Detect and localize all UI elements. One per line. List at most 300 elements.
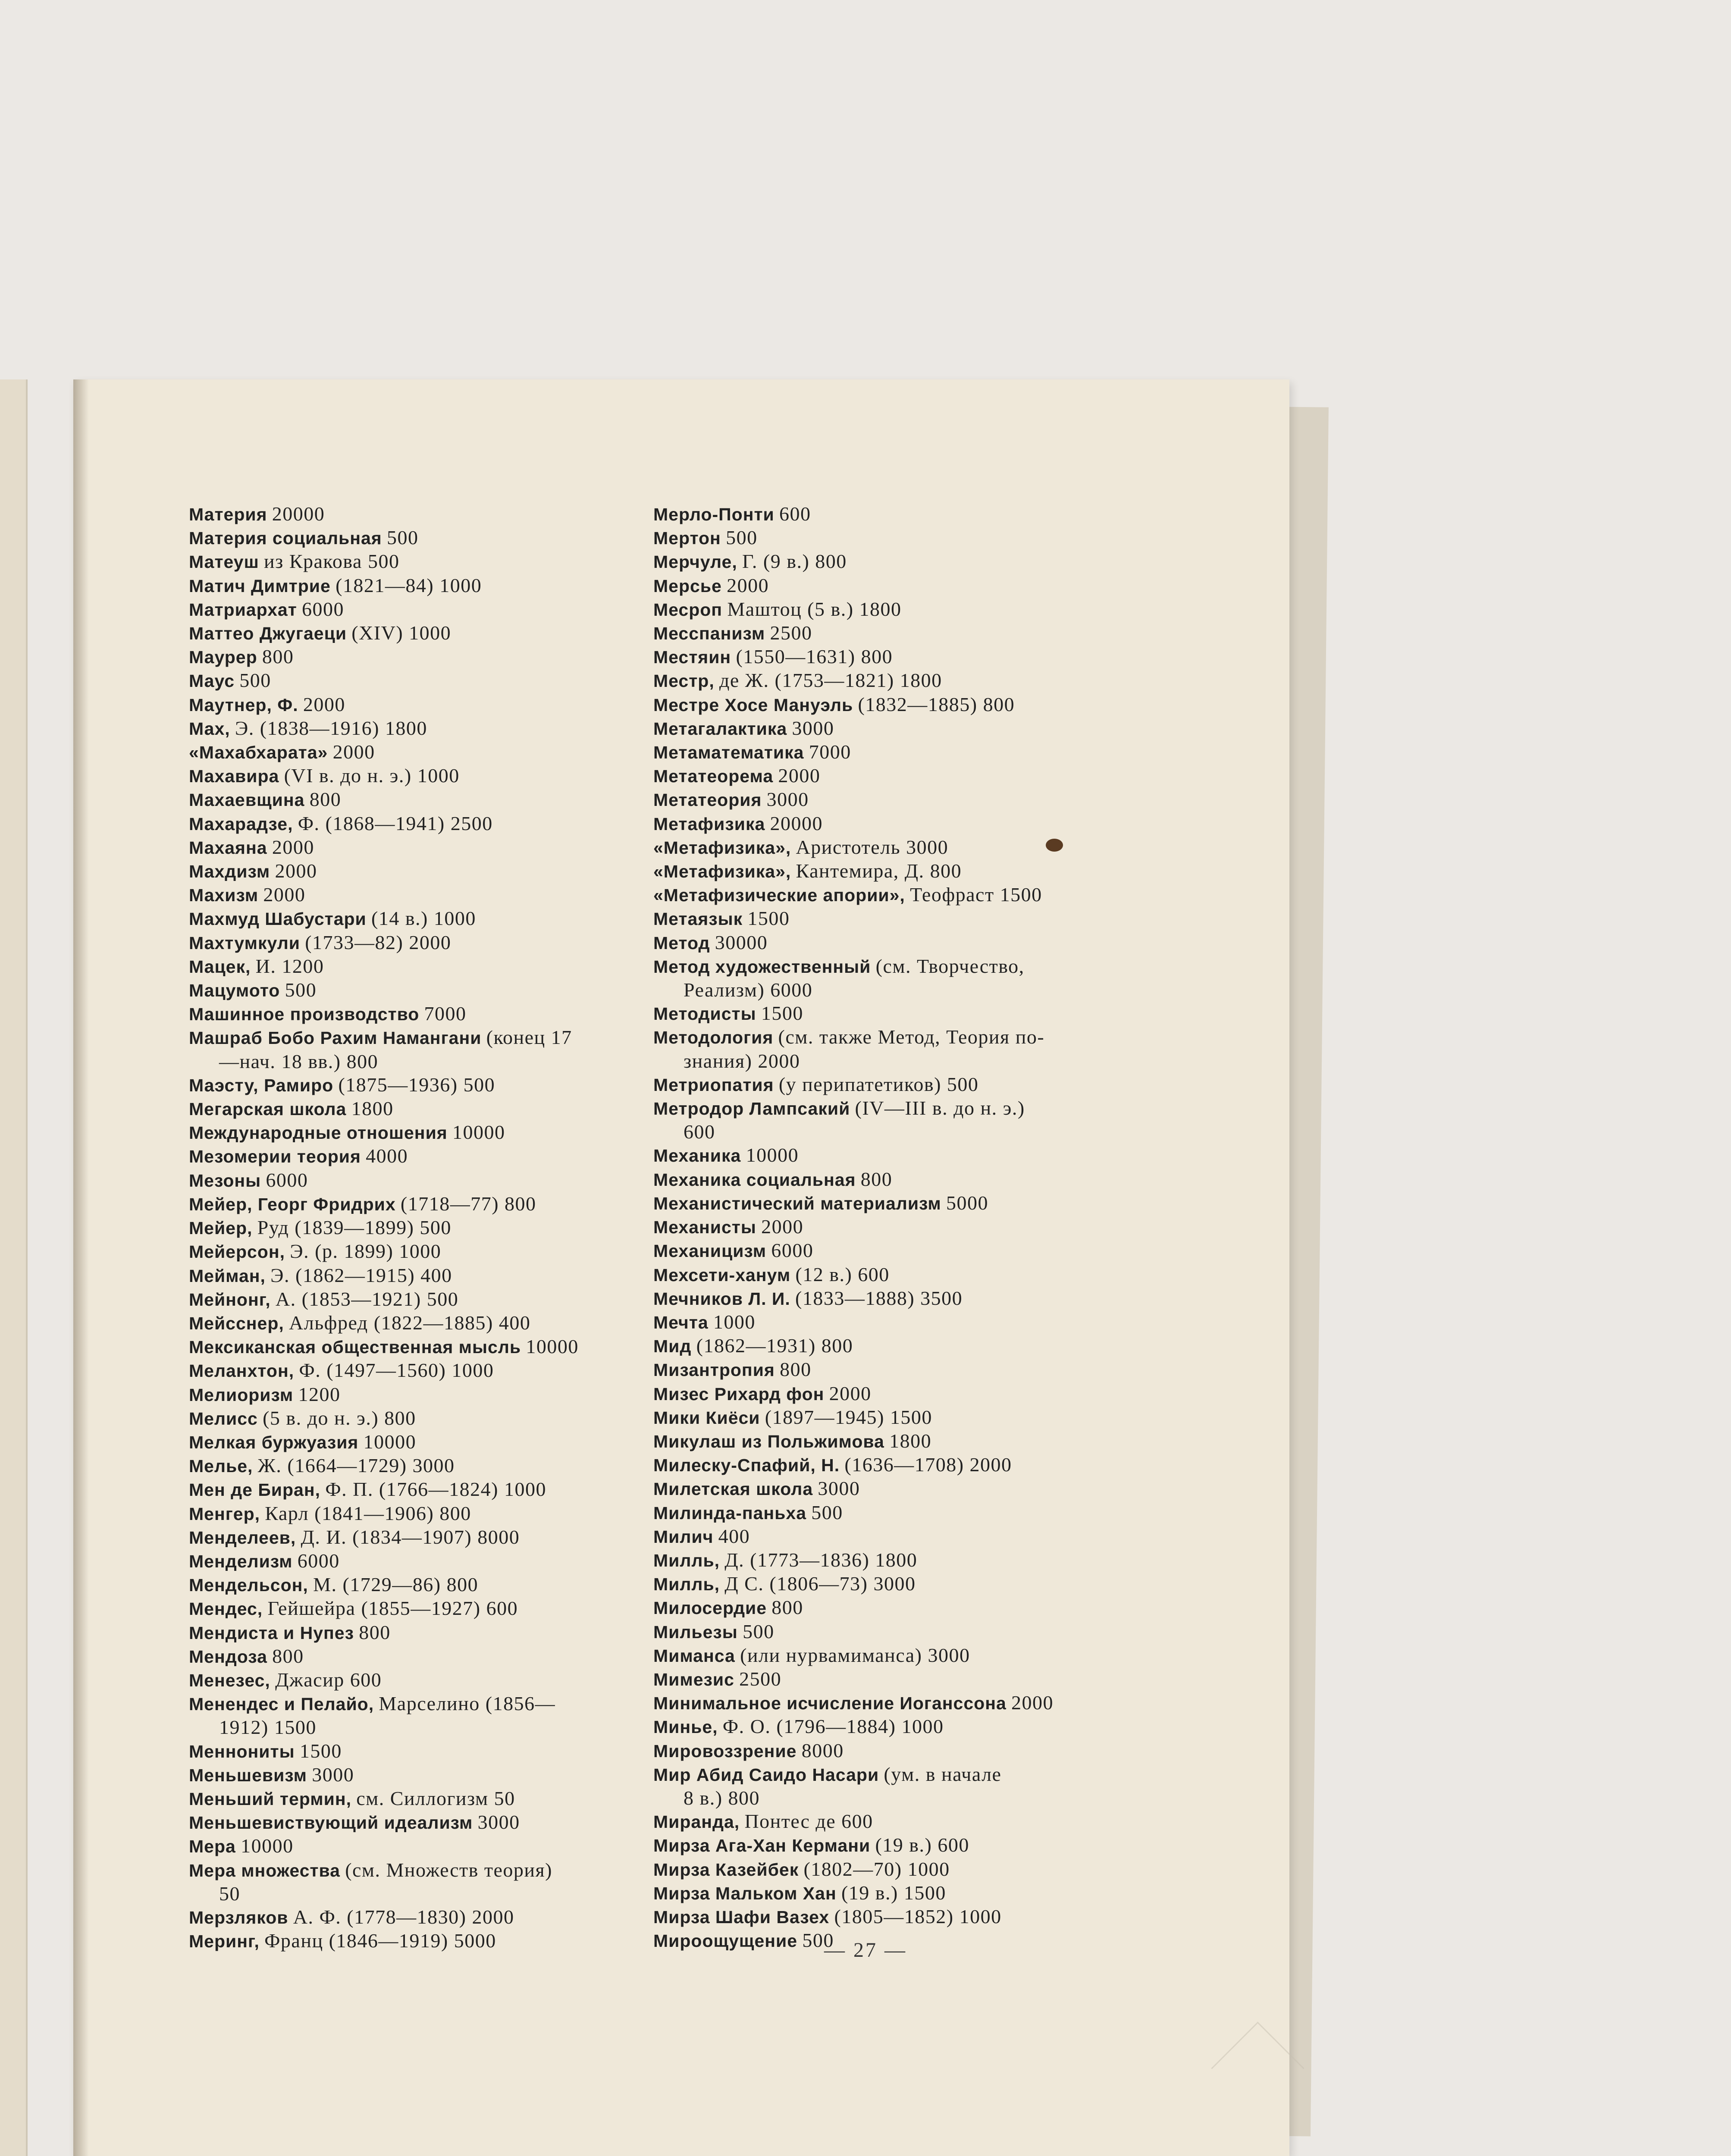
index-entry	[653, 1429, 1110, 1453]
index-entry	[189, 1264, 633, 1288]
index-entry	[653, 1858, 1110, 1881]
entry-detail: А. (1853—1921) 500	[275, 1288, 459, 1310]
entry-detail: (см. Творчество,	[875, 955, 1025, 977]
entry-term: Метатеория	[653, 790, 762, 810]
index-entry	[189, 1002, 633, 1026]
entry-detail: 2000	[332, 741, 375, 763]
entry-term: Матеуш	[189, 552, 259, 572]
entry-term: Мимезис	[653, 1669, 734, 1689]
entry-term: Меньшевизм	[189, 1765, 307, 1785]
entry-detail: 6000	[266, 1169, 308, 1191]
entry-detail: 3000	[312, 1763, 354, 1786]
entry-detail: 800	[309, 788, 342, 811]
entry-term: Мексиканская общественная мысль	[189, 1337, 521, 1357]
index-entry	[653, 1739, 1110, 1763]
index-entry	[189, 764, 633, 788]
entry-term: Мендоза	[189, 1646, 267, 1667]
entry-detail: (ум. в начале	[884, 1763, 1002, 1785]
index-entry	[189, 788, 633, 812]
entry-detail: 6000	[297, 1549, 340, 1572]
entry-term: Мирза Шафи Вазех	[653, 1907, 830, 1927]
entry-detail: 500	[811, 1501, 843, 1523]
entry-term: Мехсети-ханум	[653, 1265, 791, 1285]
entry-term: Местр,	[653, 671, 715, 691]
entry-detail: Кантемира, Д. 800	[796, 860, 962, 882]
entry-detail: Франц (1846—1919) 5000	[264, 1930, 496, 1952]
right-index-column	[653, 502, 1110, 1952]
entry-term: Мейерсон,	[189, 1242, 285, 1262]
index-entry	[189, 574, 633, 598]
index-entry	[189, 1407, 633, 1430]
entry-term: Механика социальная	[653, 1169, 856, 1190]
entry-detail: Э. (1862—1915) 400	[270, 1264, 452, 1286]
entry-term: Мелкая буржуазия	[189, 1432, 359, 1452]
index-entry	[189, 1573, 633, 1597]
entry-term: Мендиста и Нупез	[189, 1623, 354, 1643]
index-entry	[653, 859, 1110, 883]
index-entry	[189, 1763, 633, 1787]
entry-detail: 3000	[477, 1811, 520, 1833]
entry-detail: Маштоц (5 в.) 1800	[727, 598, 902, 620]
index-entry	[653, 931, 1110, 955]
entry-term: Меланхтон,	[189, 1361, 295, 1381]
index-entry	[653, 1239, 1110, 1263]
left-page-edge	[0, 379, 28, 2156]
entry-detail: (см. также Метод, Теория по-	[778, 1026, 1045, 1048]
index-entry	[189, 1144, 633, 1168]
index-entry	[653, 907, 1110, 931]
entry-detail: 10000	[746, 1144, 799, 1166]
entry-term: «Махабхарата»	[189, 743, 328, 763]
entry-term: Мизес Рихард фон	[653, 1384, 825, 1404]
entry-detail: (1550—1631) 800	[736, 646, 893, 668]
index-entry	[189, 1549, 633, 1573]
entry-detail: (1897—1945) 1500	[765, 1406, 932, 1428]
index-entry	[653, 1382, 1110, 1406]
index-entry	[653, 812, 1110, 836]
entry-term: Мильезы	[653, 1622, 738, 1642]
index-entry	[189, 1834, 633, 1858]
entry-term: Менендес и Пелайо,	[189, 1694, 374, 1714]
index-entry	[189, 1621, 633, 1645]
entry-term: Мейнонг,	[189, 1289, 271, 1310]
entry-term: Местяин	[653, 647, 731, 667]
entry-detail: 400	[718, 1525, 750, 1547]
entry-term: Методисты	[653, 1004, 756, 1024]
entry-detail: 3000	[766, 788, 809, 811]
index-entry	[653, 836, 1110, 859]
entry-detail: 500	[239, 669, 271, 692]
index-entry	[653, 1263, 1110, 1287]
entry-detail: 2000	[272, 836, 314, 858]
entry-continuation: 50	[219, 1882, 240, 1905]
entry-term: Методология	[653, 1028, 774, 1048]
index-entry	[189, 907, 633, 931]
entry-term: Мегарская школа	[189, 1099, 347, 1119]
entry-detail: Гейшейра (1855—1927) 600	[267, 1597, 518, 1620]
entry-term: Махаевщина	[189, 790, 305, 810]
entry-term: Милосердие	[653, 1598, 767, 1618]
left-index-column	[189, 502, 633, 1953]
entry-term: Маус	[189, 671, 235, 691]
entry-term: Меньшевиствующий идеализм	[189, 1813, 473, 1833]
index-entry	[653, 526, 1110, 550]
entry-detail: из Кракова 500	[264, 550, 400, 573]
entry-detail: (см. Множеств теория)	[345, 1858, 552, 1881]
index-entry	[189, 836, 633, 859]
entry-detail: Ф. П. (1766—1824) 1000	[325, 1478, 546, 1501]
entry-detail: 10000	[363, 1430, 417, 1453]
entry-detail: (5 в. до н. э.) 800	[263, 1407, 416, 1429]
entry-detail: Джасир 600	[275, 1668, 382, 1691]
entry-detail: (1718—77) 800	[400, 1192, 536, 1215]
entry-detail: 3000	[792, 717, 834, 739]
entry-term: «Метафизические апории»,	[653, 885, 905, 906]
entry-detail: 20000	[272, 503, 325, 525]
index-entry	[653, 1620, 1110, 1644]
entry-term: Маутнер, Ф.	[189, 695, 298, 715]
index-entry	[653, 1358, 1110, 1382]
entry-detail: 2000	[263, 884, 306, 906]
entry-term: Машинное производство	[189, 1004, 420, 1025]
index-entry	[653, 1002, 1110, 1025]
entry-detail: 2000	[727, 574, 769, 596]
index-entry	[653, 717, 1110, 740]
index-entry	[653, 1525, 1110, 1548]
entry-detail: Аристотель 3000	[796, 836, 949, 858]
entry-detail: 1800	[889, 1429, 932, 1452]
entry-term: Метриопатия	[653, 1075, 774, 1095]
entry-term: Месроп	[653, 599, 723, 620]
index-entry	[189, 1311, 633, 1335]
page-number: — 27 —	[824, 1939, 907, 1962]
entry-detail: 800	[262, 646, 294, 668]
entry-term: Механисты	[653, 1217, 756, 1238]
entry-term: Метагалактика	[653, 718, 787, 739]
entry-term: Мирза Мальком Хан	[653, 1883, 837, 1903]
entry-continuation: знания) 2000	[684, 1050, 800, 1072]
index-entry	[189, 1526, 633, 1549]
entry-detail: 800	[771, 1596, 803, 1619]
entry-term: Махаяна	[189, 837, 267, 858]
entry-detail: 20000	[770, 812, 823, 834]
entry-term: Метод	[653, 933, 710, 953]
entry-term: Мен де Биран,	[189, 1480, 321, 1500]
entry-detail: 30000	[715, 931, 768, 953]
index-entry	[189, 978, 633, 1002]
index-entry	[189, 1121, 633, 1144]
entry-term: Меринг,	[189, 1931, 260, 1952]
index-entry	[653, 693, 1110, 717]
entry-detail: (12 в.) 600	[795, 1263, 890, 1285]
entry-term: Метафизика	[653, 814, 765, 834]
entry-detail: 4000	[366, 1145, 408, 1167]
entry-detail: 2000	[778, 765, 821, 787]
index-entry	[653, 1334, 1110, 1358]
entry-detail: 3000	[818, 1477, 860, 1500]
entry-term: Милль,	[653, 1574, 720, 1595]
index-entry	[653, 502, 1110, 526]
entry-detail: Ф. (1868—1941) 2500	[298, 812, 493, 834]
index-entry	[189, 1668, 633, 1692]
entry-continuation: —нач. 18 вв.) 800	[219, 1050, 379, 1072]
index-entry	[653, 1025, 1110, 1072]
entry-detail: Карл (1841—1906) 800	[265, 1502, 471, 1524]
entry-term: Мид	[653, 1336, 692, 1357]
entry-term: Махтумкули	[189, 933, 300, 953]
index-entry	[189, 740, 633, 764]
index-entry	[653, 1097, 1110, 1144]
index-entry	[653, 1572, 1110, 1596]
index-entry	[189, 598, 633, 621]
index-entry	[189, 1192, 633, 1216]
entry-detail: 1500	[299, 1739, 342, 1762]
entry-detail: А. Ф. (1778—1830) 2000	[293, 1905, 514, 1928]
entry-term: Мирза Ага-Хан Кермани	[653, 1836, 871, 1856]
entry-term: Мечников Л. И.	[653, 1288, 790, 1309]
entry-detail: 800	[359, 1621, 391, 1643]
index-entry	[189, 883, 633, 907]
index-entry	[653, 740, 1110, 764]
entry-term: Мейсснер,	[189, 1313, 284, 1333]
index-entry	[189, 1478, 633, 1501]
index-entry	[189, 550, 633, 573]
entry-detail: 2000	[829, 1382, 872, 1404]
entry-detail: 1500	[761, 1002, 803, 1025]
index-entry	[189, 1739, 633, 1763]
entry-term: Мейер, Георг Фридрих	[189, 1194, 396, 1214]
index-entry	[653, 1501, 1110, 1525]
entry-detail: (1832—1885) 800	[858, 693, 1015, 715]
index-entry	[189, 669, 633, 693]
page-gutter	[73, 379, 89, 2156]
entry-term: Мертон	[653, 528, 721, 548]
entry-detail: (14 в.) 1000	[371, 907, 476, 930]
entry-detail: 1800	[351, 1097, 394, 1120]
entry-continuation: Реализм) 6000	[684, 979, 813, 1001]
index-entry	[653, 621, 1110, 645]
entry-term: Мах,	[189, 718, 230, 739]
entry-term: Меннониты	[189, 1741, 295, 1761]
index-entry	[653, 1073, 1110, 1097]
entry-term: Метатеорема	[653, 766, 774, 787]
index-entry	[653, 645, 1110, 669]
entry-detail: (1805—1852) 1000	[834, 1905, 1002, 1927]
index-entry	[189, 717, 633, 740]
entry-detail: 800	[272, 1645, 304, 1667]
index-entry	[653, 764, 1110, 788]
entry-detail: 800	[780, 1358, 812, 1381]
entry-term: Мерчуле,	[653, 552, 737, 572]
entry-term: Механика	[653, 1146, 741, 1166]
entry-term: «Метафизика»,	[653, 837, 791, 858]
entry-detail: 2000	[303, 693, 345, 715]
entry-term: Метродор Лампсакий	[653, 1099, 850, 1119]
entry-detail: (или нурвамиманса) 3000	[740, 1644, 970, 1666]
entry-detail: Руд (1839—1899) 500	[257, 1216, 452, 1239]
entry-term: Мацек,	[189, 956, 251, 977]
index-entry	[189, 1430, 633, 1454]
index-entry	[653, 1715, 1110, 1739]
entry-continuation: 8 в.) 800	[684, 1786, 760, 1809]
entry-detail: (19 в.) 600	[875, 1834, 969, 1856]
entry-detail: (19 в.) 1500	[841, 1881, 946, 1904]
entry-detail: 500	[802, 1929, 834, 1952]
ink-smudge	[1046, 839, 1063, 852]
entry-term: Милич	[653, 1526, 714, 1547]
entry-detail: (1862—1931) 800	[696, 1335, 853, 1357]
entry-detail: 5000	[946, 1191, 988, 1214]
entry-detail: 1500	[747, 907, 790, 930]
entry-detail: 8000	[801, 1739, 844, 1761]
index-entry	[653, 1215, 1110, 1239]
entry-term: Махмуд Шабустари	[189, 909, 367, 929]
index-entry	[653, 1168, 1110, 1191]
index-entry	[189, 1216, 633, 1240]
entry-term: Мезомерии теория	[189, 1147, 361, 1167]
entry-detail: 7000	[424, 1003, 467, 1025]
entry-term: Месспанизм	[653, 624, 765, 644]
index-entry	[653, 883, 1110, 907]
entry-detail: Марселино (1856—	[379, 1692, 556, 1715]
index-entry	[189, 645, 633, 669]
index-entry	[653, 1406, 1110, 1429]
index-entry	[653, 1667, 1110, 1691]
index-entry	[189, 502, 633, 526]
entry-detail: (у перипатетиков) 500	[778, 1073, 979, 1095]
index-entry	[189, 1502, 633, 1526]
index-entry	[189, 1454, 633, 1478]
entry-detail: 1200	[298, 1383, 341, 1405]
entry-detail: Понтес де 600	[744, 1810, 873, 1833]
entry-detail: Ж. (1664—1729) 3000	[257, 1454, 455, 1477]
entry-term: Минимальное исчисление Иогансcона	[653, 1693, 1007, 1714]
entry-term: Мики Киёси	[653, 1407, 760, 1428]
entry-term: Мир Абид Саидо Насари	[653, 1764, 879, 1785]
entry-term: Метаязык	[653, 909, 743, 929]
entry-detail: см. Силлогизм 50	[356, 1787, 515, 1809]
entry-term: Местре Хосе Мануэль	[653, 695, 853, 715]
entry-detail: И. 1200	[255, 955, 324, 977]
entry-term: Мелье,	[189, 1456, 253, 1476]
entry-detail: 2000	[761, 1216, 804, 1238]
entry-term: Маэсту, Рамиро	[189, 1075, 334, 1095]
entry-term: Махизм	[189, 885, 259, 906]
entry-detail: Д. И. (1834—1907) 8000	[301, 1526, 520, 1548]
entry-term: Менделеев,	[189, 1527, 296, 1548]
entry-term: Механистический материализм	[653, 1193, 941, 1213]
entry-term: Метаматематика	[653, 743, 804, 763]
entry-detail: 500	[726, 526, 758, 549]
entry-term: Метод художественный	[653, 956, 871, 977]
index-entry	[653, 1144, 1110, 1167]
entry-term: Мейер,	[189, 1218, 253, 1238]
entry-term: Мендес,	[189, 1599, 263, 1619]
entry-term: Мироощущение	[653, 1931, 798, 1951]
entry-detail: Альфред (1822—1885) 400	[289, 1311, 531, 1334]
entry-term: Материя	[189, 505, 267, 524]
index-entry	[653, 788, 1110, 812]
index-entry	[189, 1383, 633, 1407]
index-entry	[189, 1335, 633, 1359]
entry-term: Мацумото	[189, 981, 280, 1001]
index-entry	[653, 955, 1110, 1002]
index-entry	[653, 550, 1110, 573]
index-entry	[189, 1787, 633, 1811]
entry-term: Милль,	[653, 1550, 720, 1570]
entry-detail: Ф. О. (1796—1884) 1000	[722, 1715, 944, 1738]
entry-term: Меньший термин,	[189, 1789, 351, 1809]
entry-term: Миманса	[653, 1645, 735, 1666]
index-entry	[189, 1240, 633, 1263]
entry-detail: 10000	[526, 1335, 579, 1358]
index-entry	[189, 621, 633, 645]
entry-term: Международные отношения	[189, 1123, 448, 1143]
entry-detail: (1833—1888) 3500	[795, 1287, 963, 1309]
entry-term: Мера	[189, 1836, 236, 1857]
entry-detail: 2500	[770, 622, 812, 644]
index-entry	[653, 1287, 1110, 1310]
index-entry	[653, 1453, 1110, 1477]
entry-detail: 7000	[809, 741, 851, 763]
index-entry	[189, 693, 633, 717]
entry-detail: 500	[386, 526, 419, 549]
entry-continuation: 1912) 1500	[219, 1716, 317, 1739]
index-entry	[189, 1097, 633, 1121]
index-entry	[189, 1858, 633, 1905]
index-entry	[653, 598, 1110, 621]
entry-term: Мера множества	[189, 1860, 340, 1880]
entry-term: Мерсье	[653, 576, 722, 596]
entry-term: Мировоззрение	[653, 1741, 797, 1761]
entry-term: Мерло-Понти	[653, 505, 775, 524]
index-entry	[653, 1905, 1110, 1929]
entry-term: Менезес,	[189, 1670, 270, 1690]
index-entry	[653, 669, 1110, 693]
entry-term: Мерзляков	[189, 1907, 288, 1927]
entry-term: Милинда-паньха	[653, 1503, 806, 1523]
entry-detail: (1636—1708) 2000	[844, 1454, 1012, 1476]
entry-detail: 600	[779, 503, 811, 525]
index-entry	[653, 1644, 1110, 1667]
entry-term: Махарадзе,	[189, 814, 293, 834]
entry-term: Мезоны	[189, 1170, 261, 1191]
index-entry	[189, 1359, 633, 1382]
entry-term: Материя социальная	[189, 528, 382, 548]
entry-detail: Теофраст 1500	[910, 884, 1042, 906]
entry-term: Миранда,	[653, 1812, 740, 1832]
index-entry	[653, 1833, 1110, 1857]
entry-term: Микулаш из Польжимова	[653, 1431, 884, 1451]
entry-term: Махдизм	[189, 862, 270, 882]
entry-term: Милеску-Спафий, Н.	[653, 1455, 840, 1476]
entry-term: Мелисс	[189, 1408, 258, 1429]
entry-detail: (1821—84) 1000	[336, 574, 482, 596]
entry-detail: 6000	[771, 1239, 814, 1262]
entry-term: Мейман,	[189, 1266, 266, 1286]
entry-term: Мелиоризм	[189, 1385, 294, 1405]
entry-term: Матриархат	[189, 599, 297, 620]
index-entry	[653, 1310, 1110, 1334]
entry-detail: 10000	[241, 1835, 294, 1857]
entry-term: Мизантропия	[653, 1360, 775, 1380]
entry-detail: (1733—82) 2000	[305, 931, 452, 953]
index-entry	[653, 1477, 1110, 1501]
entry-detail: (XIV) 1000	[351, 622, 452, 644]
index-entry	[189, 931, 633, 955]
index-entry	[653, 1691, 1110, 1715]
index-entry	[189, 1288, 633, 1311]
